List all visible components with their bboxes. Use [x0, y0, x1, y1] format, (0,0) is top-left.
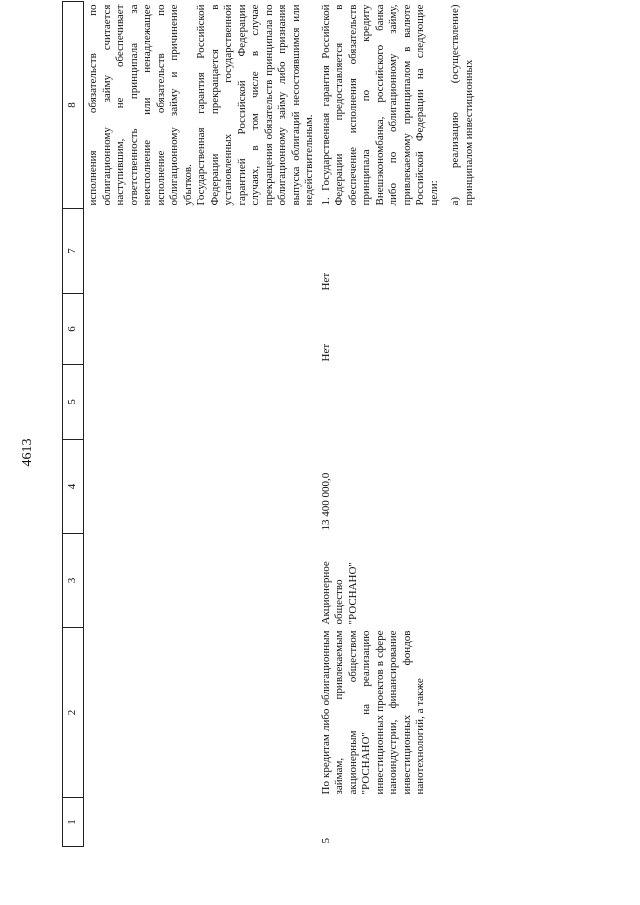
column-header-6: 6: [63, 294, 84, 365]
principal-cell: Акционерное общество "РОСНАНО": [319, 561, 359, 625]
conditions-paragraph: 1. Государственная гарантия Российской Федерации предоставляется в обеспечение исполнения обязательств принципала по кредиту Внешэкономбанка, российского банка либо по облигационному займу, привлекаемому принципалом в валюте Российской Федерации на следующие цели:: [319, 4, 440, 206]
recourse-cell: Нет: [319, 343, 332, 362]
cell: [84, 440, 317, 534]
table-row-5: [317, 2, 640, 847]
header-row: [63, 2, 84, 847]
purpose-cell: По кредитам либо облигационным займам, привлекаемым акционерным обществом "РОСНАНО" на реализацию инвестиционных проектов в сфере наноиндустрии, финансирование инвестиционных фондов нанотехнологий, а также: [319, 630, 426, 795]
cell-conditions: [84, 2, 317, 209]
conditions-paragraph: а) реализацию (осуществление) принципалом инвестиционных: [449, 4, 475, 206]
table-row-continuation: [84, 2, 317, 847]
cell: [84, 534, 317, 628]
column-header-5: 5: [63, 365, 84, 440]
guarantee-table: [62, 1, 640, 847]
page-number: 4613: [20, 438, 35, 467]
row-number: 5: [319, 838, 332, 844]
column-header-8: 8: [63, 2, 84, 209]
cell: [84, 628, 317, 798]
column-header-3: 3: [63, 534, 84, 628]
column-header-7: 7: [63, 209, 84, 294]
security-cell: Нет: [319, 272, 332, 291]
cell: [84, 209, 317, 294]
column-header-1: 1: [63, 798, 84, 847]
cell: [84, 365, 317, 440]
cell: [84, 798, 317, 847]
conditions-paragraph: Государственная гарантия Российской Федерации прекращается в установленных государственной гарантией Российской Федерации случаях, в том числе в случае прекращения обязательств принципала по облигационному займу либо признания выпуска облигаций несостоявшимся или недействительным.: [195, 4, 315, 206]
cell: [84, 294, 317, 365]
column-header-4: 4: [63, 440, 84, 534]
cell-conditions: [317, 2, 640, 209]
conditions-paragraph: исполнения обязательств по облигационному займу считается наступившим, не обеспечивает ответственность принципала за неисполнение или ненадлежащее исполнение обязательств по облигационному займу и причинение убытков.: [87, 4, 194, 206]
column-header-2: 2: [63, 628, 84, 798]
amount-cell: 13 400 000,0: [319, 472, 332, 531]
cell: [317, 365, 640, 440]
